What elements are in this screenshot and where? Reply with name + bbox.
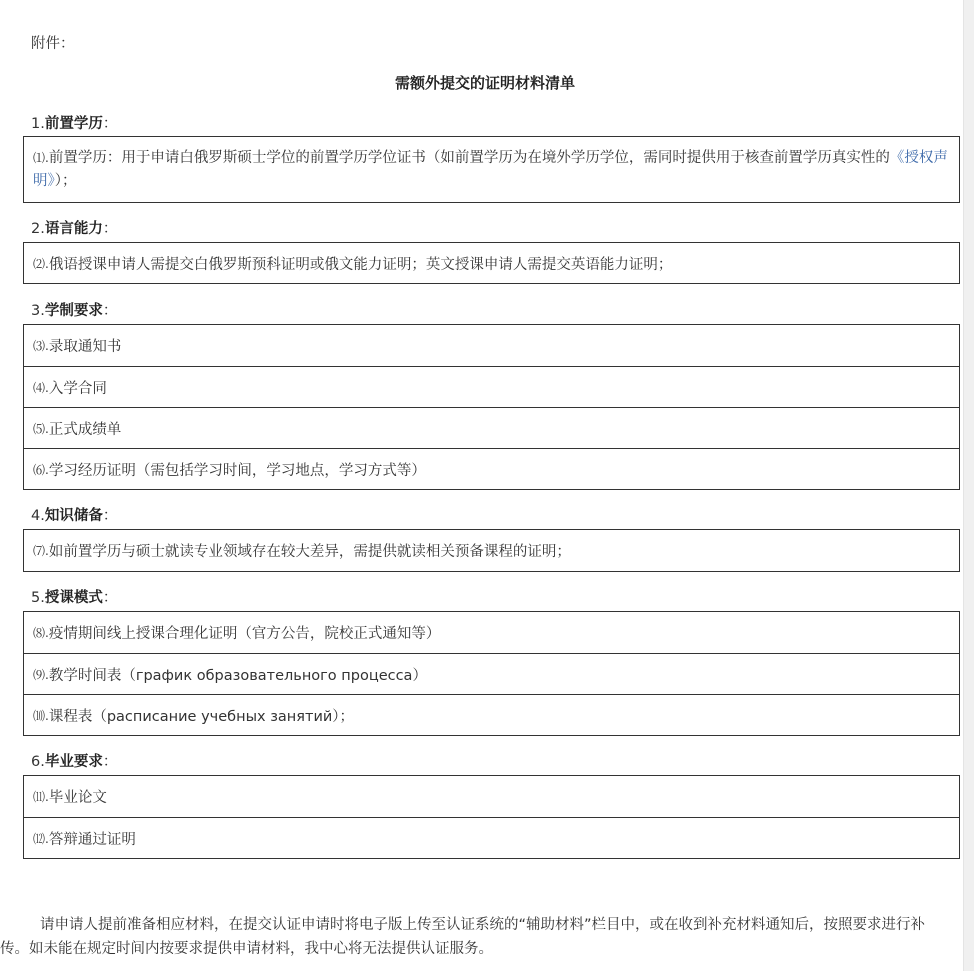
list-item: ⑹. 学习经历证明（需包括学习时间，学习地点，学习方式等） [24,448,959,489]
submission-note: 请申请人提前准备相应材料，在提交认证申请时将电子版上传至认证系统的“辅助材料”栏目中，或在收到补充材料通知后，按照要求进行补传。如未能在规定时间内按要求提供申请材料，我中心将无法提供认证服务。 [0,917,926,957]
section-table-4 [23,529,960,572]
section-heading-4: 4.知识储备： [31,508,118,524]
section-heading-5: 5.授课模式： [31,590,118,606]
list-item: ⑿. 答辩通过证明 [24,817,959,858]
list-item: ⑴.前置学历：用于申请白俄罗斯硕士学位的前置学历学位证书（如前置学历为在境外学历学位，需同时提供用于核查前置学历真实性的《授权声明》）； [33,149,948,189]
section-table-6 [23,775,960,859]
list-item: ⑽. 课程表（расписание учебных занятий）； [24,694,959,735]
list-item: ⑷. 入学合同 [24,366,959,407]
list-item: ⑼. 教学时间表（график образовательного процесса） [24,653,959,694]
list-item: ⑶. 录取通知书 [33,339,122,355]
list-item: ⑻. 疫情期间线上授课合理化证明（官方公告，院校正式通知等） [33,626,441,642]
vertical-scrollbar[interactable] [963,0,974,971]
section-heading-1: 1.前置学历： [31,116,118,132]
section-table-2 [23,242,960,284]
section-table-1 [23,136,960,203]
section-table-3 [23,324,960,490]
list-item: ⑵. 俄语授课申请人需提交白俄罗斯预科证明或俄文能力证明；英文授课申请人需提交英语能力证明； [33,256,673,273]
section-table-5 [23,611,960,736]
section-heading-6: 6.毕业要求： [31,754,118,770]
list-item: ⑾. 毕业论文 [33,790,107,806]
attachment-label: 附件： [31,36,75,52]
document-title: 需额外提交的证明材料清单 [394,74,575,92]
authorization-statement-link[interactable]: 《授权声明》 [33,149,948,189]
list-item: ⑺. 如前置学历与硕士就读专业领域存在较大差异，需提供就读相关预备课程的证明； [33,544,571,560]
list-item: ⑸. 正式成绩单 [24,407,959,448]
section-heading-3: 3.学制要求： [31,303,118,319]
section-heading-2: 2.语言能力： [31,221,118,237]
